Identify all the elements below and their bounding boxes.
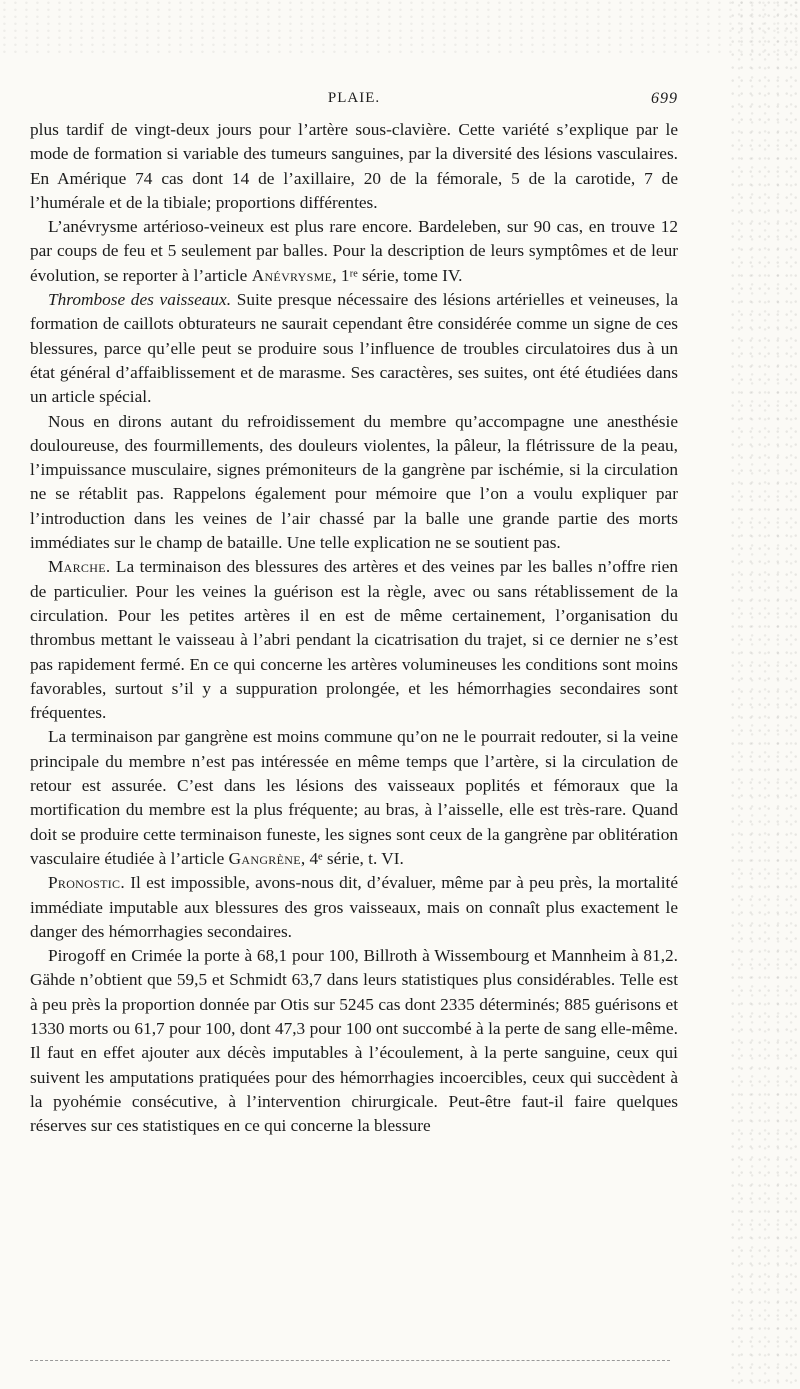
paragraph	[30, 215, 678, 288]
paragraph	[30, 871, 678, 944]
page-number: 699	[651, 90, 678, 107]
footer-rule	[30, 1360, 670, 1361]
scan-noise-top	[0, 0, 800, 55]
paragraph	[30, 944, 678, 1138]
small-caps-run: Gangrène	[228, 848, 301, 868]
small-caps-run: Anévrysme	[251, 265, 333, 285]
small-caps-run: Marche.	[48, 557, 111, 577]
text-run: L’anévrysme artérioso-veineux est plus rare encore. Bardeleben, sur 90 cas, en trouve 12 par coups de feu et 5 seulement par balles. Pour la description de leurs symptômes et de leur évolution, se reporter à l’article	[30, 217, 678, 285]
text-run: plus tardif de vingt-deux jours pour l’artère sous-clavière. Cette variété s’explique par le mode de formation si variable des tumeurs sanguines, par la diversité des lésions vasculaires. En Amérique 74 cas dont 14 de l’axillaire, 20 de la fémorale, 5 de la carotide, 7 de l’humérale et de la tibiale; proportions différentes.	[30, 120, 678, 212]
text-run: , 4ᵉ série, t. VI.	[300, 848, 404, 868]
text-run: Il est impossible, avons-nous dit, d’évaluer, même par à peu près, la mortalité immédiate imputable aux blessures des gros vaisseaux, mais on connaît plus exactement le danger des hémorrhagies secondaires.	[30, 873, 678, 941]
paragraph	[30, 555, 678, 725]
paragraph	[30, 410, 678, 556]
text-run: , 1ʳᵉ série, tome IV.	[332, 265, 463, 285]
text-run: La terminaison par gangrène est moins commune qu’on ne le pourrait redouter, si la veine principale du membre n’est pas intéressée en même temps que l’artère, si la circulation de retour est assurée. C’est dans les lésions des vaisseaux poplités et fémoraux que la mortification du membre est la plus fréquente; au bras, à l’aisselle, elle est très-rare. Quand doit se produire cette terminaison funeste, les signes sont ceux de la gangrène par oblitération vasculaire étudiée à l’article	[30, 727, 678, 868]
text-run: Suite presque nécessaire des lésions artérielles et veineuses, la formation de caillots obturateurs ne saurait cependant être considérée comme un signe de ces blessures, parce qu’elle peut se produire sous l’influence de troubles circulatoires dus à un état général d’affaiblissement et de marasme. Ses caractères, ses suites, ont été étudiées dans un article spécial.	[30, 290, 678, 407]
paragraph	[30, 288, 678, 409]
running-title: PLAIE.	[327, 90, 381, 106]
text-run: Nous en dirons autant du refroidissement du membre qu’accompagne une anesthésie douloureuse, des fourmillements, des douleurs violentes, la pâleur, la flétrissure de la peau, l’impuissance musculaire, signes prémoniteurs de la gangrène par ischémie, si la circulation ne se rétablit pas. Rappelons également pour mémoire que l’on a voulu expliquer par l’introduction dans les veines de l’air chassé par la balle une grande partie des morts immédiates sur le champ de bataille. Une telle explication ne se soutient pas.	[30, 411, 678, 553]
running-header	[30, 90, 678, 112]
italic-heading: Thrombose des vaisseaux.	[48, 290, 232, 310]
text-run: Pirogoff en Crimée la porte à 68,1 pour 100, Billroth à Wissembourg et Mannheim à 81,2. Gähde n’obtient que 59,5 et Schmidt 63,7 dans leurs statistiques plus considérables. Telle est à peu près la proportion donnée par Otis sur 5245 cas dont 2335 déterminés; 885 guérisons et 1330 morts ou 61,7 pour 100, dont 47,3 pour 100 ont succombé à la perte de sang elle-même. Il faut en effet ajouter aux décès imputables à l’écoulement, à la perte sanguine, ceux qui suivent les amputations pratiquées pour des hémorrhagies incoercibles, ceux qui succèdent à la pyohémie consécutive, à l’intervention chirurgicale. Peut-être faut-il faire quelques réserves sur ces statistiques en ce qui concerne la blessure	[30, 946, 678, 1136]
paragraph	[30, 725, 678, 871]
small-caps-run: Pronostic.	[48, 873, 125, 893]
text-run: La terminaison des blessures des artères et des veines par les balles n’offre rien de particulier. Pour les veines la guérison est la règle, avec ou sans rétablissement de la circulation. Pour les petites artères il en est de même certainement, l’organisation du thrombus mettant le vaisseau à l’abri pendant la cicatrisation du trajet, si ce dernier ne s’est pas rapidement fermé. En ce qui concerne les artères volumineuses les conditions sont moins favorables, surtout s’il y a suppuration prolongée, et les hémorrhagies secondaires sont fréquentes.	[30, 557, 678, 723]
paragraph	[30, 118, 678, 215]
body-text	[30, 118, 678, 1138]
scan-noise-edge	[730, 0, 800, 1389]
